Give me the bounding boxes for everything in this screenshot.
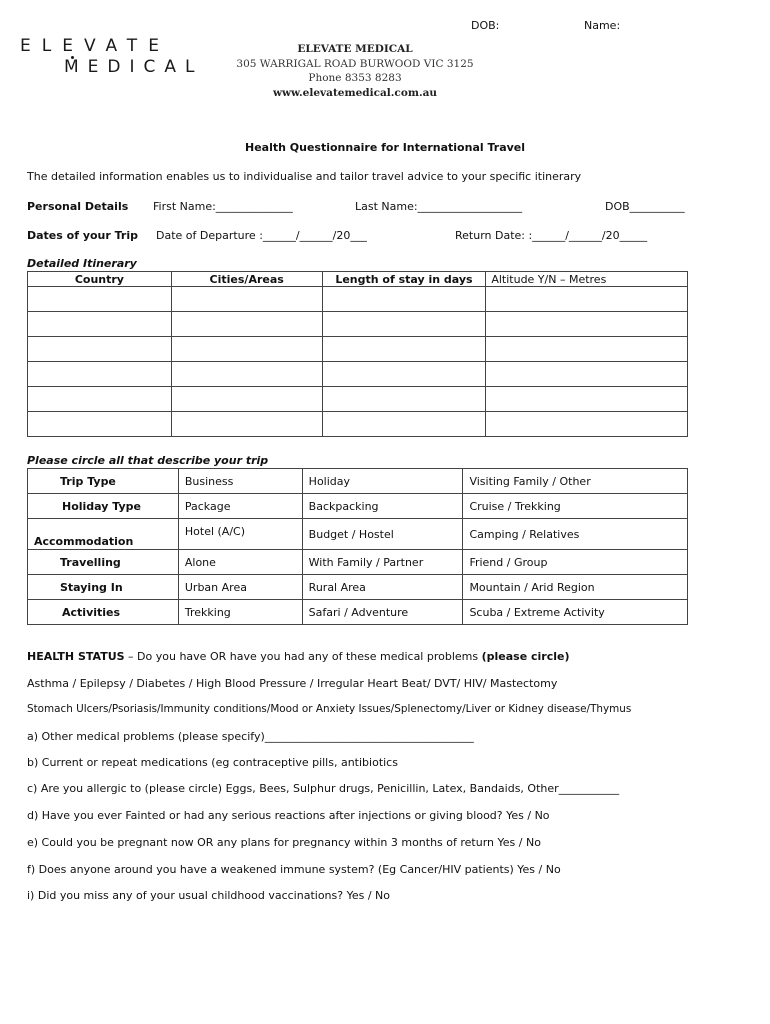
itinerary-cell[interactable]: [28, 312, 172, 337]
health-heading-text: – Do you have OR have you had any of these medical problems: [124, 650, 482, 663]
conditions-list-1[interactable]: Asthma / Epilepsy / Diabetes / High Blood Pressure / Irregular Heart Beat/ DVT/ HIV/ Mastectomy: [27, 677, 558, 690]
itinerary-cell[interactable]: [28, 287, 172, 312]
itinerary-cell[interactable]: [486, 337, 688, 362]
clinic-website: www.elevatemedical.com.au: [272, 86, 438, 99]
clinic-name: ELEVATE MEDICAL: [297, 43, 413, 55]
table-row: [28, 519, 688, 550]
page-title: Health Questionnaire for International Travel: [244, 141, 526, 154]
itinerary-cell[interactable]: [28, 337, 172, 362]
clinic-address: 305 WARRIGAL ROAD BURWOOD VIC 3125: [236, 57, 474, 70]
question-b[interactable]: b) Current or repeat medications (eg contraceptive pills, antibiotics: [27, 756, 398, 769]
name-label: Name:: [584, 19, 621, 32]
itinerary-cell[interactable]: [171, 412, 322, 437]
itinerary-cell[interactable]: [171, 337, 322, 362]
col-country: Country: [28, 272, 172, 287]
itinerary-cell[interactable]: [28, 412, 172, 437]
holiday-type-label: Holiday Type: [28, 494, 179, 519]
logo-top-text: ELEVATE: [20, 36, 170, 56]
clinic-phone: Phone 8353 8283: [308, 72, 402, 84]
itinerary-cell[interactable]: [322, 337, 486, 362]
trip-option[interactable]: Safari / Adventure: [302, 600, 463, 625]
question-e[interactable]: e) Could you be pregnant now OR any plans for pregnancy within 3 months of return Yes / No: [27, 836, 541, 849]
clinic-address-block: [225, 42, 485, 100]
itinerary-cell[interactable]: [171, 362, 322, 387]
table-row: [28, 287, 688, 312]
first-name-field[interactable]: First Name:______________: [153, 200, 293, 213]
trip-option[interactable]: Camping / Relatives: [463, 519, 688, 550]
dob-label: DOB:: [471, 19, 500, 32]
itinerary-header-row: [28, 272, 688, 287]
table-row: [28, 494, 688, 519]
trip-type-label: Trip Type: [28, 469, 179, 494]
trip-option[interactable]: Mountain / Arid Region: [463, 575, 688, 600]
logo-bottom-text: MEDICAL: [64, 57, 204, 77]
itinerary-cell[interactable]: [322, 387, 486, 412]
col-altitude: Altitude Y/N – Metres: [486, 272, 688, 287]
intro-text: The detailed information enables us to individualise and tailor travel advice to your specific itinerary: [27, 170, 582, 183]
activities-label: Activities: [28, 600, 179, 625]
table-row: [28, 387, 688, 412]
itinerary-cell[interactable]: [322, 362, 486, 387]
itinerary-cell[interactable]: [486, 362, 688, 387]
dates-label: Dates of your Trip: [27, 229, 138, 242]
trip-option[interactable]: Business: [178, 469, 302, 494]
itinerary-heading: Detailed Itinerary: [27, 257, 137, 270]
itinerary-cell[interactable]: [486, 287, 688, 312]
health-heading: [27, 650, 570, 663]
itinerary-cell[interactable]: [322, 412, 486, 437]
dob-field[interactable]: DOB__________: [605, 200, 685, 213]
question-d[interactable]: d) Have you ever Fainted or had any serious reactions after injections or giving blood? Yes / No: [27, 809, 550, 822]
health-heading-bold: HEALTH STATUS: [27, 650, 125, 663]
itinerary-cell[interactable]: [171, 387, 322, 412]
trip-option[interactable]: Package: [178, 494, 302, 519]
last-name-field[interactable]: Last Name:___________________: [355, 200, 523, 213]
table-row: [28, 550, 688, 575]
departure-date-field[interactable]: Date of Departure :______/______/20___: [156, 229, 367, 242]
table-row: [28, 469, 688, 494]
trip-option[interactable]: Backpacking: [302, 494, 463, 519]
logo: [20, 32, 220, 76]
conditions-list-2[interactable]: Stomach Ulcers/Psoriasis/Immunity conditions/Mood or Anxiety Issues/Splenectomy/Liver or Kidney disease/Thymus: [27, 703, 632, 715]
question-c[interactable]: c) Are you allergic to (please circle) Eggs, Bees, Sulphur drugs, Penicillin, Latex, Bandaids, Other___________: [27, 782, 620, 795]
trip-option[interactable]: Trekking: [178, 600, 302, 625]
trip-option[interactable]: Scuba / Extreme Activity: [463, 600, 688, 625]
table-row: [28, 412, 688, 437]
trip-heading: Please circle all that describe your trip: [27, 454, 269, 467]
trip-option[interactable]: Alone: [178, 550, 302, 575]
itinerary-cell[interactable]: [171, 287, 322, 312]
itinerary-cell[interactable]: [28, 387, 172, 412]
table-row: [28, 312, 688, 337]
question-a[interactable]: a) Other medical problems (please specify)______________________________________: [27, 730, 474, 743]
itinerary-cell[interactable]: [322, 287, 486, 312]
personal-details-label: Personal Details: [27, 200, 129, 213]
trip-option[interactable]: Holiday: [302, 469, 463, 494]
trip-option[interactable]: Urban Area: [178, 575, 302, 600]
return-date-field[interactable]: Return Date: :______/______/20_____: [455, 229, 648, 242]
itinerary-cell[interactable]: [486, 312, 688, 337]
question-f[interactable]: f) Does anyone around you have a weakened immune system? (Eg Cancer/HIV patients) Yes / No: [27, 863, 561, 876]
table-row: [28, 362, 688, 387]
col-cities: Cities/Areas: [171, 272, 322, 287]
trip-option[interactable]: With Family / Partner: [302, 550, 463, 575]
itinerary-cell[interactable]: [486, 387, 688, 412]
table-row: [28, 575, 688, 600]
trip-table: [27, 468, 688, 625]
col-length: Length of stay in days: [322, 272, 486, 287]
table-row: [28, 337, 688, 362]
trip-option[interactable]: Cruise / Trekking: [463, 494, 688, 519]
trip-option[interactable]: Visiting Family / Other: [463, 469, 688, 494]
itinerary-cell[interactable]: [171, 312, 322, 337]
itinerary-table: [27, 271, 688, 437]
itinerary-cell[interactable]: [486, 412, 688, 437]
itinerary-cell[interactable]: [322, 312, 486, 337]
question-i[interactable]: i) Did you miss any of your usual childhood vaccinations? Yes / No: [27, 889, 390, 902]
health-heading-end: (please circle): [481, 650, 570, 663]
trip-option[interactable]: Hotel (A/C): [178, 519, 302, 550]
trip-option[interactable]: Budget / Hostel: [302, 519, 463, 550]
table-row: [28, 600, 688, 625]
staying-in-label: Staying In: [28, 575, 179, 600]
accommodation-label: Accommodation: [28, 519, 179, 550]
travelling-label: Travelling: [28, 550, 179, 575]
trip-option[interactable]: Rural Area: [302, 575, 463, 600]
itinerary-cell[interactable]: [28, 362, 172, 387]
trip-option[interactable]: Friend / Group: [463, 550, 688, 575]
